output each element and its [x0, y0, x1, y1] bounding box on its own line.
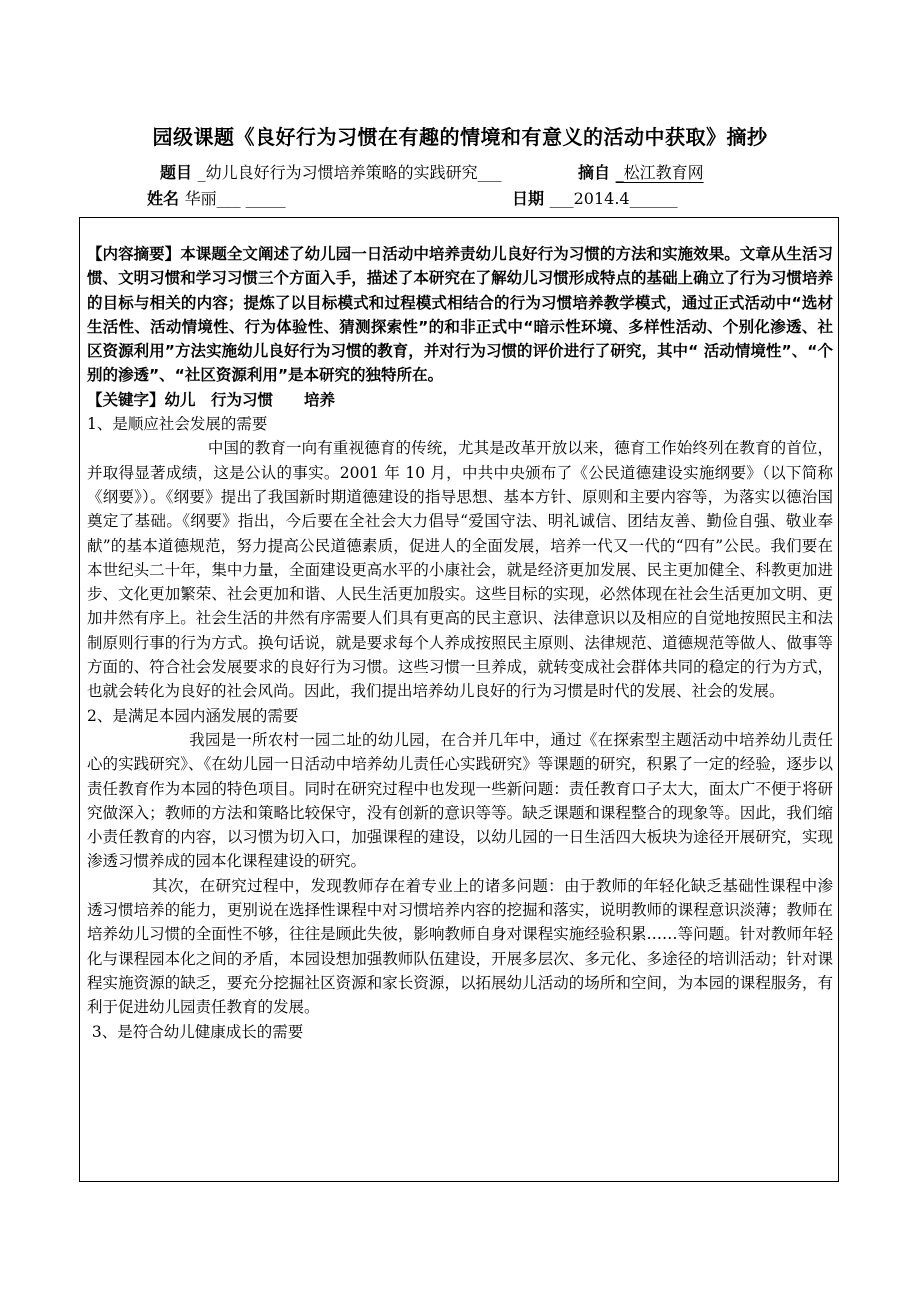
section-2-paragraph: 我园是一所农村一园二址的幼儿园，在合并几年中，通过《在探索型主题活动中培养幼儿责任心的实践研究》、《在幼儿园一日活动中培养幼儿责任心实践研究》等课题的研究，积累了一定的经验，逐步以责任教育作为本园的特色项目。同时在研究过程中也发现一些新问题：责任教育口子太大，面太广不便于将研究做深入；教师的方法和策略比较保守，没有创新的意识等等。缺乏课题和课程整合的现象等。因此，我们缩小责任教育的内容，以习惯为切入口，加强课程的建设，以幼儿园的一日生活四大板块为途径开展研究，实现渗透习惯养成的园本化课程建设的研究。: [87, 730, 833, 871]
section-1-paragraph: 中国的教育一向有重视德育的传统，尤其是改革开放以来，德育工作始终列在教育的首位，并取得显著成绩，这是公认的事实。2001 年 10 月，中共中央颁布了《公民道德建设实施纲要》（以下简称《纲要》）。《纲要》提出了我国新时期道德建设的指导思想、基本方针、原则和主要内容等，为落实以德治国奠定了基础。《纲要》指出，今后要在全社会大力倡导“爱国守法、明礼诚信、团结友善、勤俭自强、敬业奉献”的基本道德规范，努力提高公民道德素质，促进人的全面发展，培养一代又一代的“四有”公民。我们要在本世纪头二十年，集中力量，全面建设更高水平的小康社会，就是经济更加发展、民主更加健全、科教更加进步、文化更加繁荣、社会更加和谐、人民生活更加殷实。这些目标的实现，必然体现在社会生活更加文明、更加井然有序上。社会生活的井然有序需要人们具有更高的民主意识、法律意识以及相应的自觉地按照民主和法制原则行事的行为方式。换句话说，就是要求每个人养成按照民主原则、法律规范、道德规范等做人、做事等方面的、符合社会发展要求的良好行为习惯。这些习惯一旦养成，就转变成社会群体共同的稳定的行为方式，也就会转化为良好的社会风尚。因此，我们提出培养幼儿良好的行为习惯是时代的发展、社会的发展。: [87, 439, 833, 701]
page-title: 园级课题《良好行为习惯在有趣的情境和有意义的活动中获取》摘抄: [152, 125, 768, 149]
topic-label: 题目: [160, 163, 193, 182]
document-body: [87, 242, 833, 1044]
topic-row: [160, 160, 502, 183]
name-value: 华丽___ _____: [184, 189, 286, 208]
source-row: [578, 160, 704, 183]
date-row: [512, 186, 678, 209]
source-value: _松江教育网: [615, 163, 704, 182]
date-label: 日期: [512, 189, 545, 208]
topic-value: _幼儿良好行为习惯培养策略的实践研究___: [197, 163, 502, 182]
source-label: 摘自: [578, 163, 611, 182]
section-2-paragraph-2: 其次，在研究过程中，发现教师存在着专业上的诸多问题：由于教师的年轻化缺乏基础性课程中渗透习惯培养的能力，更别说在选择性课程中对习惯培养内容的挖掘和落实，说明教师的课程意识淡薄；教师在培养幼儿习惯的全面性不够，往往是顾此失彼，影响教师自身对课程实施经验积累……等问题。针对教师年轻化与课程园本化之间的矛盾，本园设想加强教师队伍建设，开展多层次、多元化、多途径的培训活动；针对课程实施资源的缺乏，要充分挖掘社区资源和家长资源，以拓展幼儿活动的场所和空间，为本园的课程服务，有利于促进幼儿园责任教育的发展。: [87, 876, 833, 1017]
name-label: 姓名: [147, 189, 180, 208]
date-value: ___2014.4______: [549, 189, 678, 208]
section-2-heading: 2、是满足本园内涵发展的需要: [87, 706, 299, 725]
name-row: [147, 186, 286, 209]
abstract-paragraph: 【内容摘要】本课题全文阐述了幼儿园一日活动中培养责幼儿良好行为习惯的方法和实施效果。文章从生活习惯、文明习惯和学习习惯三个方面入手，描述了本研究在了解幼儿习惯形成特点的基础上确立了行为习惯培养的目标与相关的内容；提炼了以目标模式和过程模式相结合的行为习惯培养教学模式，通过正式活动中“选材生活性、活动情境性、行为体验性、猜测探索性”的和非正式中“暗示性环境、多样性活动、个别化渗透、社区资源利用”方法实施幼儿良好行为习惯的教育，并对行为习惯的评价进行了研究，其中“ 活动情境性”、“个别的渗透”、“社区资源利用”是本研究的独特所在。: [87, 245, 833, 385]
section-3-heading: 3、是符合幼儿健康成长的需要: [87, 1022, 304, 1041]
keywords-line: 【关键字】幼儿 行为习惯 培养: [87, 390, 336, 409]
section-1-heading: 1、是顺应社会发展的需要: [87, 415, 268, 434]
